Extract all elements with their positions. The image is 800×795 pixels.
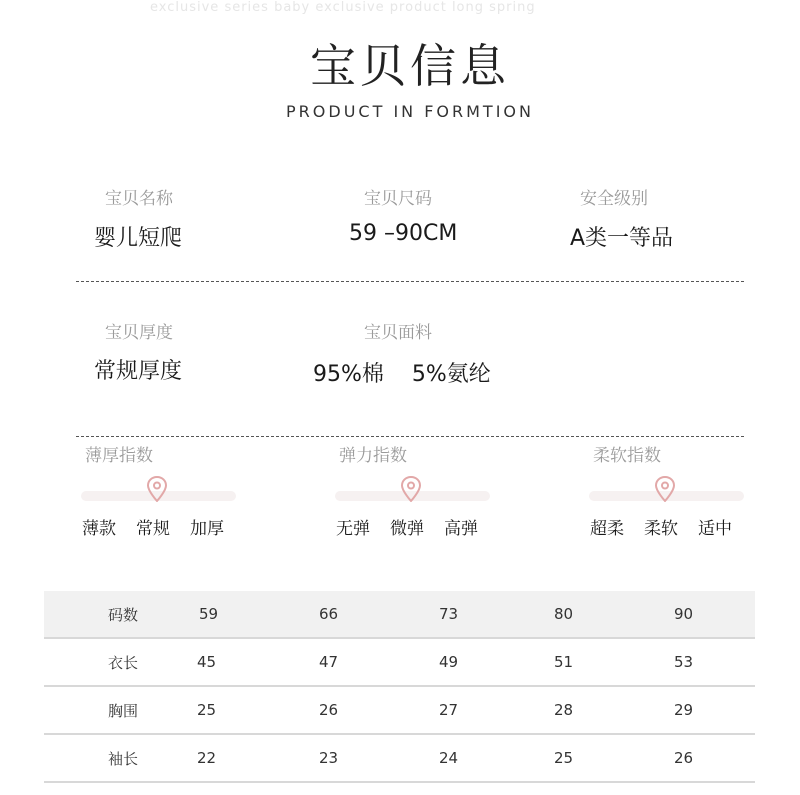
index-option: 高弹 xyxy=(444,519,478,539)
page-title: 宝贝信息 xyxy=(310,39,510,93)
info-value-thickness: 常规厚度 xyxy=(94,359,183,384)
table-cell: 27 xyxy=(429,686,544,734)
info-value-size: 59 –90CM xyxy=(349,221,458,246)
table-cell: 23 xyxy=(309,734,429,782)
row-label: 码数 xyxy=(44,591,189,638)
table-cell: 53 xyxy=(664,638,755,686)
index-thickness xyxy=(82,440,265,540)
table-cell: 25 xyxy=(189,686,309,734)
page-subtitle: PRODUCT IN FORMTION xyxy=(286,102,534,121)
table-cell: 49 xyxy=(429,638,544,686)
location-pin-icon xyxy=(401,476,421,502)
table-cell: 73 xyxy=(429,591,544,638)
table-cell: 22 xyxy=(189,734,309,782)
index-option: 适中 xyxy=(698,519,732,539)
dashed-divider xyxy=(76,436,744,437)
row-label: 胸围 xyxy=(44,686,189,734)
table-cell: 26 xyxy=(309,686,429,734)
index-title: 柔软指数 xyxy=(593,446,661,466)
size-table xyxy=(44,591,755,783)
table-cell: 25 xyxy=(544,734,664,782)
index-elasticity xyxy=(336,440,519,540)
table-row xyxy=(44,686,755,734)
info-label-fabric: 宝贝面料 xyxy=(364,323,432,343)
table-cell: 51 xyxy=(544,638,664,686)
table-cell: 28 xyxy=(544,686,664,734)
info-label-name: 宝贝名称 xyxy=(105,189,173,209)
index-option: 加厚 xyxy=(190,519,224,539)
faint-watermark-text: exclusive series baby exclusive product long spring xyxy=(150,0,536,15)
info-label-size: 宝贝尺码 xyxy=(364,189,432,209)
row-label: 衣长 xyxy=(44,638,189,686)
table-cell: 24 xyxy=(429,734,544,782)
index-option: 超柔 xyxy=(590,519,624,539)
dashed-divider xyxy=(76,281,744,282)
index-title: 弹力指数 xyxy=(339,446,407,466)
index-option: 无弹 xyxy=(336,519,370,539)
table-cell: 90 xyxy=(664,591,755,638)
location-pin-icon xyxy=(655,476,675,502)
table-cell: 29 xyxy=(664,686,755,734)
table-cell: 45 xyxy=(189,638,309,686)
row-label: 袖长 xyxy=(44,734,189,782)
table-cell: 26 xyxy=(664,734,755,782)
info-value-name: 婴儿短爬 xyxy=(94,226,183,251)
info-label-thickness: 宝贝厚度 xyxy=(105,323,173,343)
index-option: 常规 xyxy=(136,519,170,539)
size-table-header-row xyxy=(44,591,755,638)
index-option: 微弹 xyxy=(390,519,424,539)
index-softness xyxy=(590,440,773,540)
info-value-fabric: 95%棉 5%氨纶 xyxy=(313,362,491,387)
info-label-safety: 安全级别 xyxy=(580,189,648,209)
info-value-safety: A类一等品 xyxy=(570,226,674,251)
table-cell: 59 xyxy=(189,591,309,638)
location-pin-icon xyxy=(147,476,167,502)
index-option: 薄款 xyxy=(82,519,116,539)
table-row xyxy=(44,734,755,782)
table-cell: 47 xyxy=(309,638,429,686)
index-title: 薄厚指数 xyxy=(85,446,153,466)
table-cell: 80 xyxy=(544,591,664,638)
index-option: 柔软 xyxy=(644,519,678,539)
table-row xyxy=(44,638,755,686)
table-cell: 66 xyxy=(309,591,429,638)
